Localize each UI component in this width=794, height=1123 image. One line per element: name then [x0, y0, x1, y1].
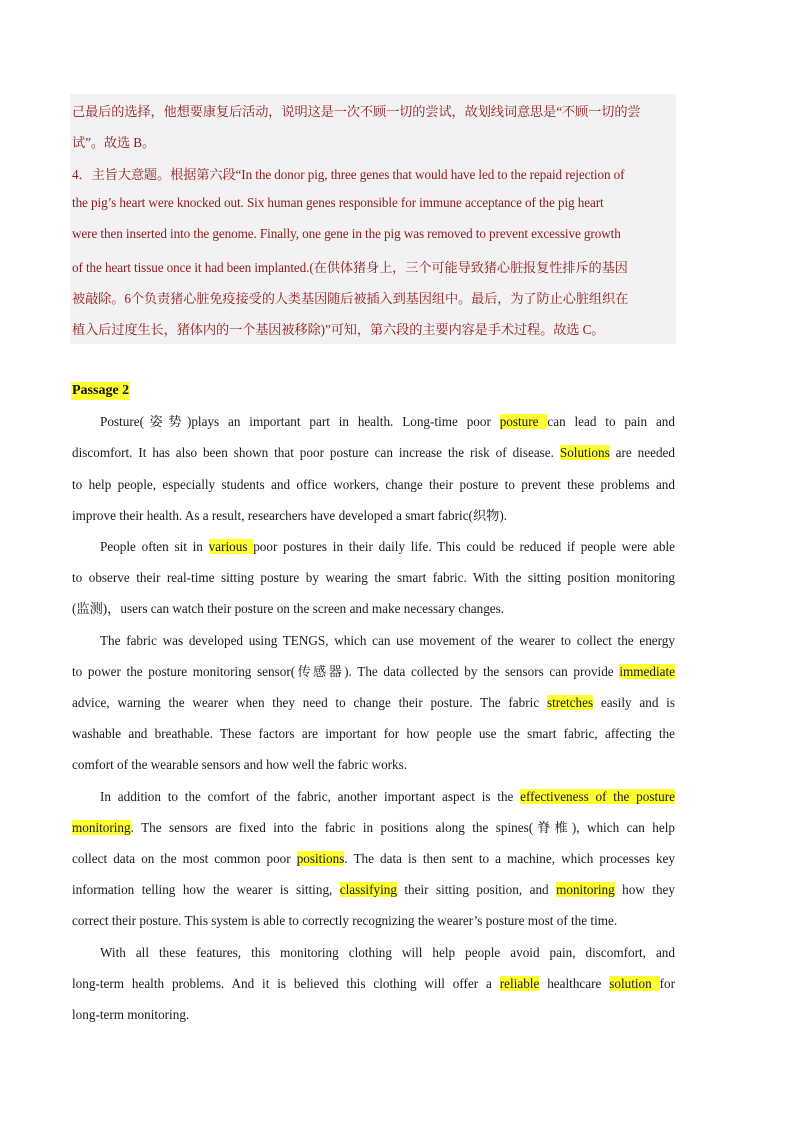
highlight-reliable: reliable — [499, 976, 540, 991]
p3-line-2: to power the posture monitoring sensor(传感器). The data collected by the sensors can provide immediate — [72, 664, 675, 679]
answer-line-8: 植入后过度生长，猪体内的一个基因被移除)”可知，第六段的主要内容是手术过程。故选 C。 — [72, 322, 605, 337]
highlight-positions: positions — [296, 851, 345, 866]
highlight-solution: solution — [609, 976, 660, 991]
p3-line-5: comfort of the wearable sensors and how well the fabric works. — [72, 757, 408, 772]
p5-line-3: long-term monitoring. — [72, 1007, 190, 1022]
p5-line-1: With all these features, this monitoring clothing will help people avoid pain, discomfort, and — [100, 945, 675, 960]
p4-line-1: In addition to the comfort of the fabric, another important aspect is the effectiveness of the posture — [100, 789, 675, 804]
p2-line-1: People often sit in various poor postures in their daily life. This could be reduced if people were able — [100, 539, 675, 554]
p4-line-5: correct their posture. This system is able to correctly recognizing the wearer’s posture most of the time. — [72, 913, 618, 928]
answer-line-1: 己最后的选择，他想要康复后活动，说明这是一次不顾一切的尝试，故划线词意思是“不顾一切的尝 — [72, 104, 641, 119]
highlight-monitoring: monitoring — [72, 820, 131, 835]
answer-line-3: 4．主旨大意题。根据第六段“In the donor pig, three genes that would have led to the repaid rejection of — [72, 167, 625, 182]
p4-line-4: information telling how the wearer is sitting, classifying their sitting position, and monitoring how they — [72, 882, 676, 897]
p1-line-4: improve their health. As a result, researchers have developed a smart fabric(织物). — [72, 508, 508, 523]
p1-line-1: Posture(姿势)plays an important part in health. Long-time poor posture can lead to pain and — [100, 414, 675, 429]
answer-line-2: 试”。故选 B。 — [72, 135, 156, 150]
p2-line-2: to observe their real-time sitting posture by wearing the smart fabric. With the sitting position monitoring — [72, 570, 675, 585]
p2-line-3: (监测)，users can watch their posture on the screen and make necessary changes. — [72, 601, 505, 616]
p4-line-3: collect data on the most common poor positions. The data is then sent to a machine, which processes key — [72, 851, 675, 866]
answer-line-5: were then inserted into the genome. Finally, one gene in the pig was removed to prevent excessive growth — [72, 226, 621, 241]
p1-line-2: discomfort. It has also been shown that poor posture can increase the risk of disease. Solutions are needed — [72, 445, 675, 460]
answer-line-6: of the heart tissue once it had been implanted.(在供体猪身上，三个可能导致猪心脏报复性排斥的基因 — [72, 260, 628, 275]
answer-line-7: 被敲除。6个负责猪心脏免疫接受的人类基因随后被插入到基因组中。最后，为了防止心脏组织在 — [72, 291, 629, 306]
p4-line-2: monitoring. The sensors are fixed into the fabric in positions along the spines(脊椎), which can help — [72, 820, 675, 835]
passage-title: Passage 2 — [72, 383, 130, 398]
highlight-solutions: Solutions — [559, 445, 610, 460]
highlight-classifying: classifying — [339, 882, 397, 897]
highlight-posture: posture — [499, 414, 548, 429]
p5-line-2: long-term health problems. And it is believed this clothing will offer a reliable healthcare solution for — [72, 976, 675, 991]
p3-line-3: advice, warning the wearer when they need to change their posture. The fabric stretches easily and is — [72, 695, 675, 710]
highlight-effectiveness: effectiveness — [520, 789, 589, 804]
highlight-monitoring-2: monitoring — [556, 882, 615, 897]
highlight-various: various — [208, 539, 254, 554]
highlight-immediate: immediate — [619, 664, 675, 679]
p1-line-3: to help people, especially students and office workers, change their posture to prevent these problems and — [72, 477, 675, 492]
p3-line-1: The fabric was developed using TENGS, which can use movement of the wearer to collect the energy — [100, 633, 675, 648]
highlight-stretches: stretches — [546, 695, 594, 710]
p3-line-4: washable and breathable. These factors are important for how people use the smart fabric, affecting the — [72, 726, 675, 741]
answer-line-4: the pig’s heart were knocked out. Six human genes responsible for immune acceptance of the pig heart — [72, 195, 604, 210]
